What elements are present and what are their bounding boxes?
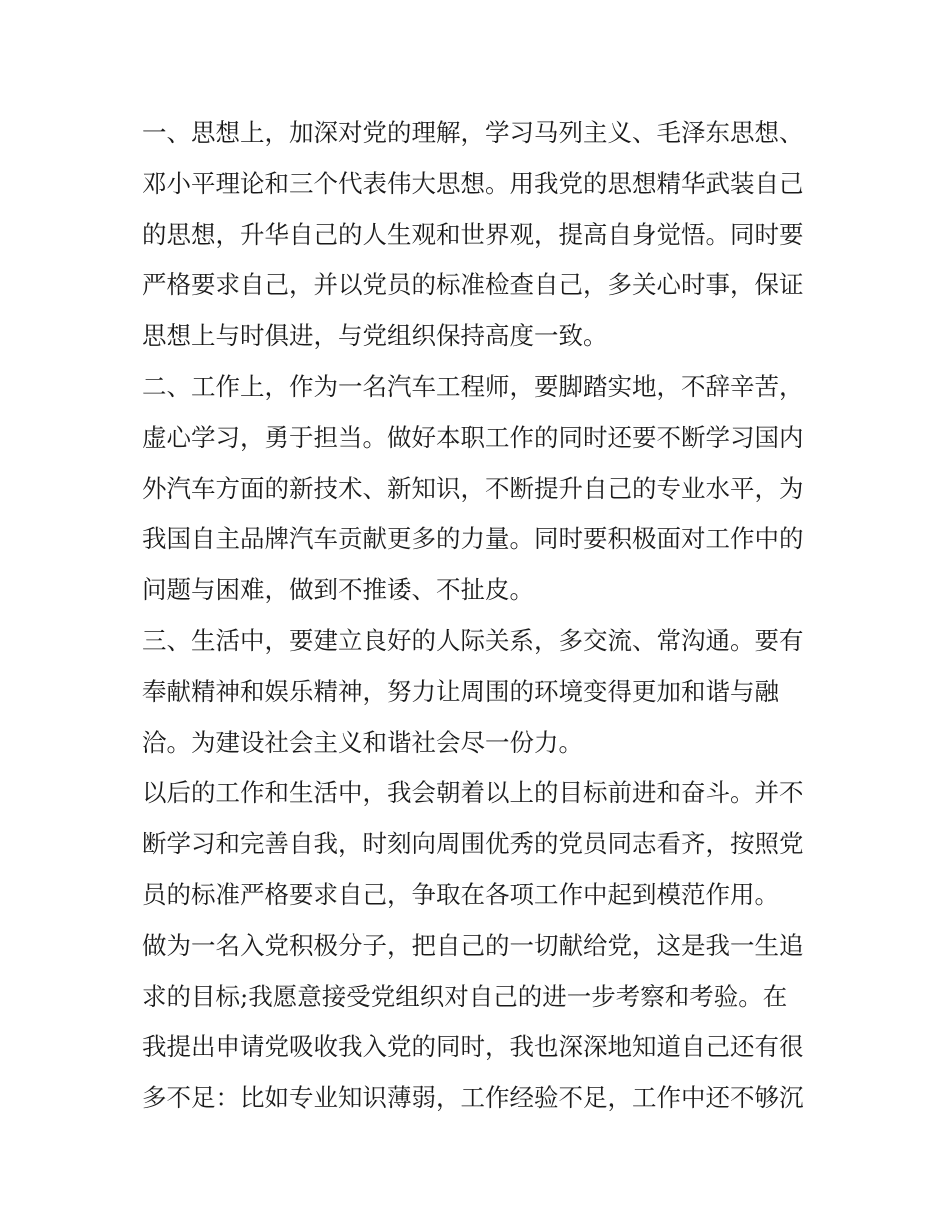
text-line: 多不足：比如专业知识薄弱，工作经验不足，工作中还不够沉 (142, 1083, 804, 1113)
text-line: 外汽车方面的新技术、新知识，不断提升自己的专业水平，为 (142, 473, 804, 503)
text-line: 求的目标;我愿意接受党组织对自己的进一步考察和考验。在 (142, 981, 788, 1011)
text-line: 断学习和完善自我，时刻向周围优秀的党员同志看齐，按照党 (142, 829, 804, 859)
text-line: 洽。为建设社会主义和谐社会尽一份力。 (142, 727, 583, 757)
text-line: 邓小平理论和三个代表伟大思想。用我党的思想精华武装自己 (142, 168, 804, 198)
text-line: 严格要求自己，并以党员的标准检查自己，多关心时事，保证 (142, 270, 804, 300)
text-line: 我提出申请党吸收我入党的同时，我也深深地知道自己还有很 (142, 1032, 804, 1062)
text-line: 以后的工作和生活中，我会朝着以上的目标前进和奋斗。并不 (142, 778, 804, 808)
document-body (142, 108, 822, 1124)
text-line: 奉献精神和娱乐精神，努力让周围的环境变得更加和谐与融 (142, 676, 779, 706)
text-line: 一、思想上，加深对党的理解，学习马列主义、毛泽东思想、 (142, 118, 804, 147)
text-line: 思想上与时俱进，与党组织保持高度一致。 (142, 321, 608, 351)
text-line: 虚心学习，勇于担当。做好本职工作的同时还要不断学习国内 (142, 422, 804, 452)
text-line: 做为一名入党积极分子，把自己的一切献给党，这是我一生追 (142, 930, 804, 960)
text-line: 三、生活中，要建立良好的人际关系，多交流、常沟通。要有 (142, 625, 804, 655)
text-line: 我国自主品牌汽车贡献更多的力量。同时要积极面对工作中的 (142, 524, 804, 554)
text-line: 二、工作上，作为一名汽车工程师，要脚踏实地，不辞辛苦， (142, 371, 804, 401)
text-line: 的思想，升华自己的人生观和世界观，提高自身觉悟。同时要 (142, 219, 804, 249)
text-line: 员的标准严格要求自己，争取在各项工作中起到模范作用。 (142, 879, 779, 909)
text-line: 问题与困难，做到不推诿、不扯皮。 (142, 575, 534, 605)
